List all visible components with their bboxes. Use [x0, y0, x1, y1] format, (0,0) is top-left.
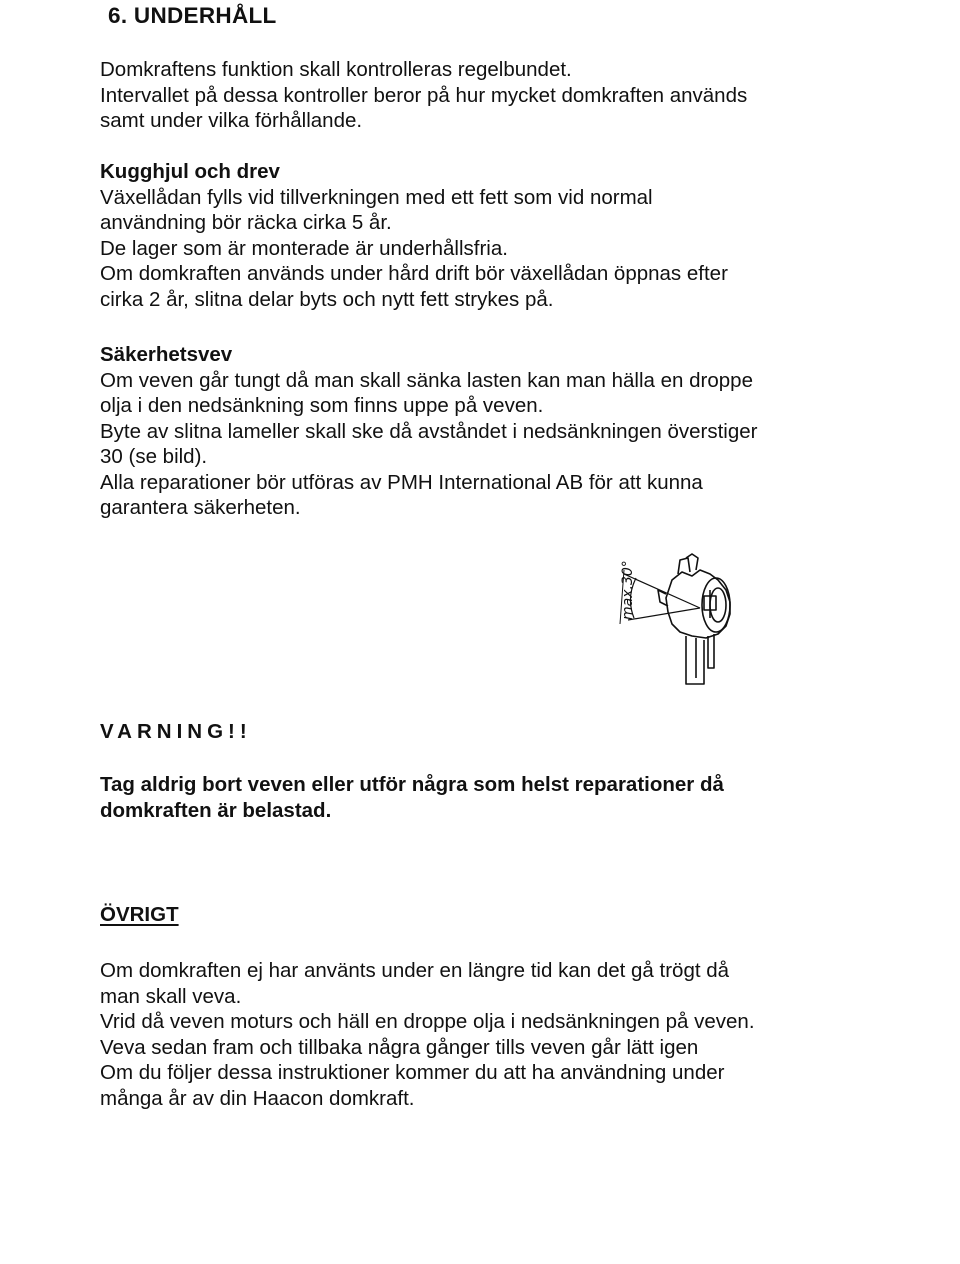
safety-crank-line: Om veven går tungt då man skall sänka lasten kan man hälla en droppe — [100, 368, 753, 392]
intro-paragraph — [100, 57, 860, 134]
max-angle-label: max.30° — [620, 560, 636, 620]
safety-crank-line: Alla reparationer bör utföras av PMH International AB för att kunna — [100, 470, 703, 494]
crank-diagram — [600, 550, 760, 695]
warning-line: domkraften är belastad. — [100, 799, 332, 822]
safety-crank-line: garantera säkerheten. — [100, 496, 301, 519]
safety-crank-section — [100, 342, 860, 521]
intro-line: Domkraftens funktion skall kontrolleras regelbundet. — [100, 58, 572, 81]
warning-heading: VARNING!! — [100, 720, 252, 743]
section-title: 6. UNDERHÅLL — [108, 3, 277, 28]
gears-line: Växellådan fylls vid tillverkningen med ett fett som vid normal — [100, 185, 653, 209]
safety-crank-line: 30 (se bild). — [100, 445, 208, 468]
gears-line: Om domkraften används under hård drift bör växellådan öppnas efter — [100, 262, 728, 285]
other-line: Veva sedan fram och tillbaka några gånger tills veven går lätt igen — [100, 1035, 699, 1059]
gears-heading: Kugghjul och drev — [100, 160, 280, 183]
gears-line: cirka 2 år, slitna delar byts och nytt fett strykes på. — [100, 287, 554, 311]
other-line: man skall veva. — [100, 984, 242, 1008]
other-line: Om du följer dessa instruktioner kommer du att ha användning under — [100, 1061, 725, 1084]
other-heading: ÖVRIGT — [100, 903, 179, 926]
safety-crank-heading: Säkerhetsvev — [100, 343, 233, 366]
intro-line: Intervallet på dessa kontroller beror på hur mycket domkraften används — [100, 83, 748, 107]
gears-line: användning bör räcka cirka 5 år. — [100, 211, 392, 234]
crank-diagram-drawing — [600, 550, 760, 695]
safety-crank-line: Byte av slitna lameller skall ske då avståndet i nedsänkningen överstiger — [100, 419, 758, 443]
gears-section — [100, 159, 860, 312]
safety-crank-line: olja i den nedsänkning som finns uppe på veven. — [100, 394, 544, 417]
other-line: många år av din Haacon domkraft. — [100, 1086, 415, 1110]
other-section — [100, 958, 860, 1111]
intro-line: samt under vilka förhållande. — [100, 109, 363, 132]
other-line: Om domkraften ej har använts under en längre tid kan det gå trögt då — [100, 959, 730, 982]
warning-text — [100, 772, 724, 824]
warning-line: Tag aldrig bort veven eller utför några som helst reparationer då — [100, 773, 724, 796]
gears-line: De lager som är monterade är underhållsfria. — [100, 236, 508, 260]
other-line: Vrid då veven moturs och häll en droppe olja i nedsänkningen på veven. — [100, 1010, 755, 1033]
